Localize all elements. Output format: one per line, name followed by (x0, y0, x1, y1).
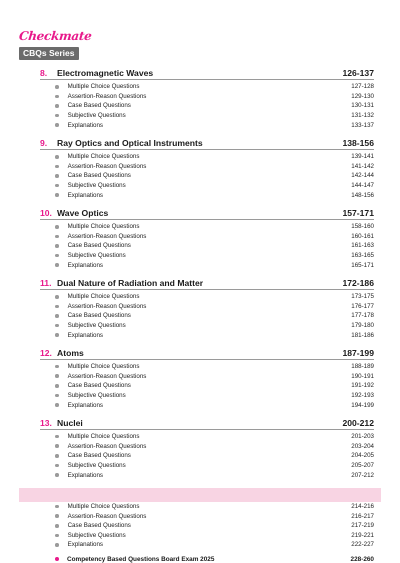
chapter-pages: 187-199 (342, 347, 374, 358)
entry-label: Subjective Questions (67, 391, 126, 399)
chapter-section (40, 66, 374, 130)
bullet-icon (55, 114, 59, 118)
chapter-heading[interactable] (40, 276, 374, 290)
entry-pages: 181-186 (351, 331, 374, 339)
toc-entry[interactable] (40, 241, 374, 251)
toc-entry[interactable] (40, 321, 374, 331)
chapter-number: 12. (40, 347, 52, 358)
toc-entry[interactable] (40, 502, 374, 512)
entry-label: Assertion-Reason Questions (67, 302, 147, 310)
entry-label: Explanations (67, 331, 104, 339)
entry-label: Multiple Choice Questions (67, 223, 140, 231)
entry-label: Assertion-Reason Questions (67, 92, 147, 100)
bullet-icon (55, 384, 59, 388)
entry-pages: 179-180 (351, 321, 374, 329)
chapter-pages: 172-186 (342, 277, 374, 288)
entry-pages: 139-141 (351, 153, 374, 161)
chapter-heading[interactable] (40, 346, 374, 360)
competency-label: Competency Based Questions Board Exam 2025 (67, 555, 215, 563)
bullet-icon (55, 244, 59, 248)
chapter-section (40, 416, 374, 480)
chapter-title: Atoms (57, 347, 84, 358)
bullet-icon (55, 435, 59, 439)
bullet-icon (55, 254, 59, 258)
chapter-section (40, 136, 374, 200)
toc-entry[interactable] (40, 381, 374, 391)
chapter-number: 13. (40, 417, 52, 428)
entry-label: Multiple Choice Questions (67, 83, 140, 91)
toc-entry[interactable] (40, 181, 374, 191)
toc-entry[interactable] (40, 171, 374, 181)
chapter-items (40, 362, 374, 410)
bullet-icon (55, 543, 59, 547)
chapter-title: Dual Nature of Radiation and Matter (57, 277, 204, 288)
entry-label: Assertion-Reason Questions (67, 372, 147, 380)
entry-label: Case Based Questions (67, 242, 131, 250)
entry-pages: 194-199 (351, 401, 374, 409)
bullet-icon (55, 95, 59, 99)
bullet-icon (55, 464, 59, 468)
chapter-heading[interactable] (40, 136, 374, 150)
entry-label: Subjective Questions (67, 321, 126, 329)
entry-label: Multiple Choice Questions (67, 153, 140, 161)
toc-entry[interactable] (40, 451, 374, 461)
toc-entry[interactable] (40, 391, 374, 401)
entry-label: Assertion-Reason Questions (67, 442, 147, 450)
entry-pages: 160-161 (351, 232, 374, 240)
toc-entry[interactable] (40, 400, 374, 410)
chapter-number: 9. (40, 137, 48, 148)
entry-label: Assertion-Reason Questions (67, 232, 147, 240)
chapter-items (40, 502, 374, 550)
entry-label: Case Based Questions (67, 312, 131, 320)
toc-entry[interactable] (40, 120, 374, 130)
chapter-items (40, 292, 374, 340)
chapter-title: Nuclei (57, 417, 83, 428)
bullet-icon (55, 174, 59, 178)
chapter-items (40, 82, 374, 130)
entry-pages: 158-160 (351, 223, 374, 231)
chapter-pages: 157-171 (342, 207, 374, 218)
toc-entry[interactable] (40, 311, 374, 321)
toc-entry[interactable] (40, 222, 374, 232)
chapter-number: 8. (40, 68, 48, 78)
toc-entry[interactable] (40, 470, 374, 480)
toc-entry[interactable] (40, 232, 374, 242)
entry-pages: 165-171 (351, 261, 374, 269)
bullet-icon (55, 104, 59, 108)
toc-entry[interactable] (40, 92, 374, 102)
chapter-number: 11. (40, 277, 52, 288)
bullet-icon (55, 333, 59, 337)
chapter-items (40, 432, 374, 480)
entry-pages: 219-221 (351, 531, 374, 539)
chapter-pages: 138-156 (342, 137, 374, 148)
chapter-heading[interactable] (40, 416, 374, 430)
bullet-icon (55, 394, 59, 398)
entry-label: Assertion-Reason Questions (67, 162, 147, 170)
toc-entry[interactable] (40, 101, 374, 111)
chapter-heading[interactable] (40, 66, 374, 80)
entry-pages: 144-147 (351, 182, 374, 190)
entry-pages: 141-142 (351, 162, 374, 170)
competency-pages: 228-260 (350, 555, 374, 563)
toc-entry[interactable] (40, 162, 374, 172)
entry-label: Subjective Questions (67, 112, 126, 120)
toc-entry[interactable] (40, 190, 374, 200)
bullet-icon (55, 155, 59, 159)
bullet-icon (55, 225, 59, 229)
entry-label: Explanations (67, 261, 104, 269)
entry-pages: 161-163 (351, 242, 374, 250)
entry-label: Explanations (67, 191, 104, 199)
entry-label: Multiple Choice Questions (67, 433, 140, 441)
entry-label: Explanations (67, 471, 104, 479)
bullet-icon (55, 85, 59, 89)
toc-entry[interactable] (40, 461, 374, 471)
series-tag: CBQs Series (19, 47, 79, 60)
bullet-icon (55, 235, 59, 239)
entry-pages: 176-177 (351, 302, 374, 310)
brand-name: Checkmate (18, 29, 93, 43)
chapter-pages: 200-212 (342, 417, 374, 428)
entry-label: Explanations (67, 541, 104, 549)
entry-pages: 192-193 (351, 391, 374, 399)
bullet-icon (55, 505, 59, 509)
entry-label: Subjective Questions (67, 252, 126, 260)
bullet-icon (55, 444, 59, 448)
toc-entry[interactable] (40, 432, 374, 442)
toc-entry[interactable] (40, 441, 374, 451)
toc-entry[interactable] (40, 292, 374, 302)
toc-entry[interactable] (40, 251, 374, 261)
bullet-icon (55, 184, 59, 188)
entry-label: Subjective Questions (67, 182, 126, 190)
entry-label: Subjective Questions (67, 531, 126, 539)
chapter-number: 10. (40, 207, 52, 218)
entry-label: Explanations (67, 121, 104, 129)
entry-label: Multiple Choice Questions (67, 503, 140, 511)
entry-label: Case Based Questions (67, 382, 131, 390)
chapter-title: Ray Optics and Optical Instruments (57, 137, 203, 148)
entry-pages: 214-216 (351, 503, 374, 511)
entry-pages: 203-204 (351, 442, 374, 450)
toc-entry[interactable] (40, 302, 374, 312)
entry-label: Case Based Questions (67, 172, 131, 180)
entry-label: Case Based Questions (67, 102, 131, 110)
bullet-icon (55, 263, 59, 267)
bullet-icon (55, 473, 59, 477)
toc-entry[interactable] (40, 521, 374, 531)
entry-pages: 177-178 (351, 312, 374, 320)
bullet-icon (55, 374, 59, 378)
toc-entry[interactable] (40, 511, 374, 521)
bullet-icon (55, 165, 59, 169)
toc-entry[interactable] (40, 330, 374, 340)
entry-pages: 129-130 (351, 92, 374, 100)
toc-entry[interactable] (40, 152, 374, 162)
brand-logo (18, 29, 93, 61)
toc-entry[interactable] (40, 531, 374, 541)
toc-entry[interactable] (40, 362, 374, 372)
bullet-icon (55, 403, 59, 407)
chapter-title: Electromagnetic Waves (57, 68, 154, 78)
entry-pages: 205-207 (351, 461, 374, 469)
bullet-icon (55, 305, 59, 309)
chapter-section (40, 276, 374, 340)
bullet-icon (55, 524, 59, 528)
entry-pages: 133-137 (351, 121, 374, 129)
entry-pages: 131-132 (351, 112, 374, 120)
entry-label: Assertion-Reason Questions (67, 512, 147, 520)
bullet-icon (55, 123, 59, 127)
entry-pages: 188-189 (351, 363, 374, 371)
chapter-heading[interactable] (40, 206, 374, 220)
toc-entry[interactable] (40, 82, 374, 92)
bullet-icon (55, 193, 59, 197)
entry-pages: 201-203 (351, 433, 374, 441)
footer-band (19, 488, 381, 502)
bullet-icon (55, 314, 59, 318)
entry-label: Explanations (67, 401, 104, 409)
entry-label: Multiple Choice Questions (67, 363, 140, 371)
entry-pages: 142-144 (351, 172, 374, 180)
entry-pages: 207-212 (351, 471, 374, 479)
competency-entry[interactable] (40, 556, 374, 563)
entry-pages: 163-165 (351, 252, 374, 260)
toc-entry[interactable] (40, 260, 374, 270)
entry-pages: 204-205 (351, 452, 374, 460)
toc-entry[interactable] (40, 540, 374, 550)
entry-pages: 191-192 (351, 382, 374, 390)
chapter-section (40, 346, 374, 410)
entry-pages: 148-156 (351, 191, 374, 199)
entry-pages: 130-131 (351, 102, 374, 110)
entry-pages: 217-219 (351, 522, 374, 530)
entry-pages: 222-227 (351, 541, 374, 549)
bullet-icon (55, 514, 59, 518)
toc-entry[interactable] (40, 371, 374, 381)
entry-pages: 216-217 (351, 512, 374, 520)
chapter-section (40, 206, 374, 270)
entry-label: Multiple Choice Questions (67, 293, 140, 301)
chapter-title: Wave Optics (57, 207, 109, 218)
entry-label: Case Based Questions (67, 522, 131, 530)
bullet-icon (55, 295, 59, 299)
chapter-pages: 126-137 (342, 68, 374, 78)
bullet-icon (55, 365, 59, 369)
toc-entry[interactable] (40, 111, 374, 121)
bullet-icon (55, 534, 59, 538)
entry-pages: 127-128 (351, 83, 374, 91)
entry-label: Subjective Questions (67, 461, 126, 469)
bullet-icon (55, 454, 59, 458)
chapter-items (40, 222, 374, 270)
entry-pages: 173-175 (351, 293, 374, 301)
bullet-icon (55, 324, 59, 328)
bullet-icon (55, 557, 59, 561)
entry-pages: 190-191 (351, 372, 374, 380)
chapter-items (40, 152, 374, 200)
entry-label: Case Based Questions (67, 452, 131, 460)
